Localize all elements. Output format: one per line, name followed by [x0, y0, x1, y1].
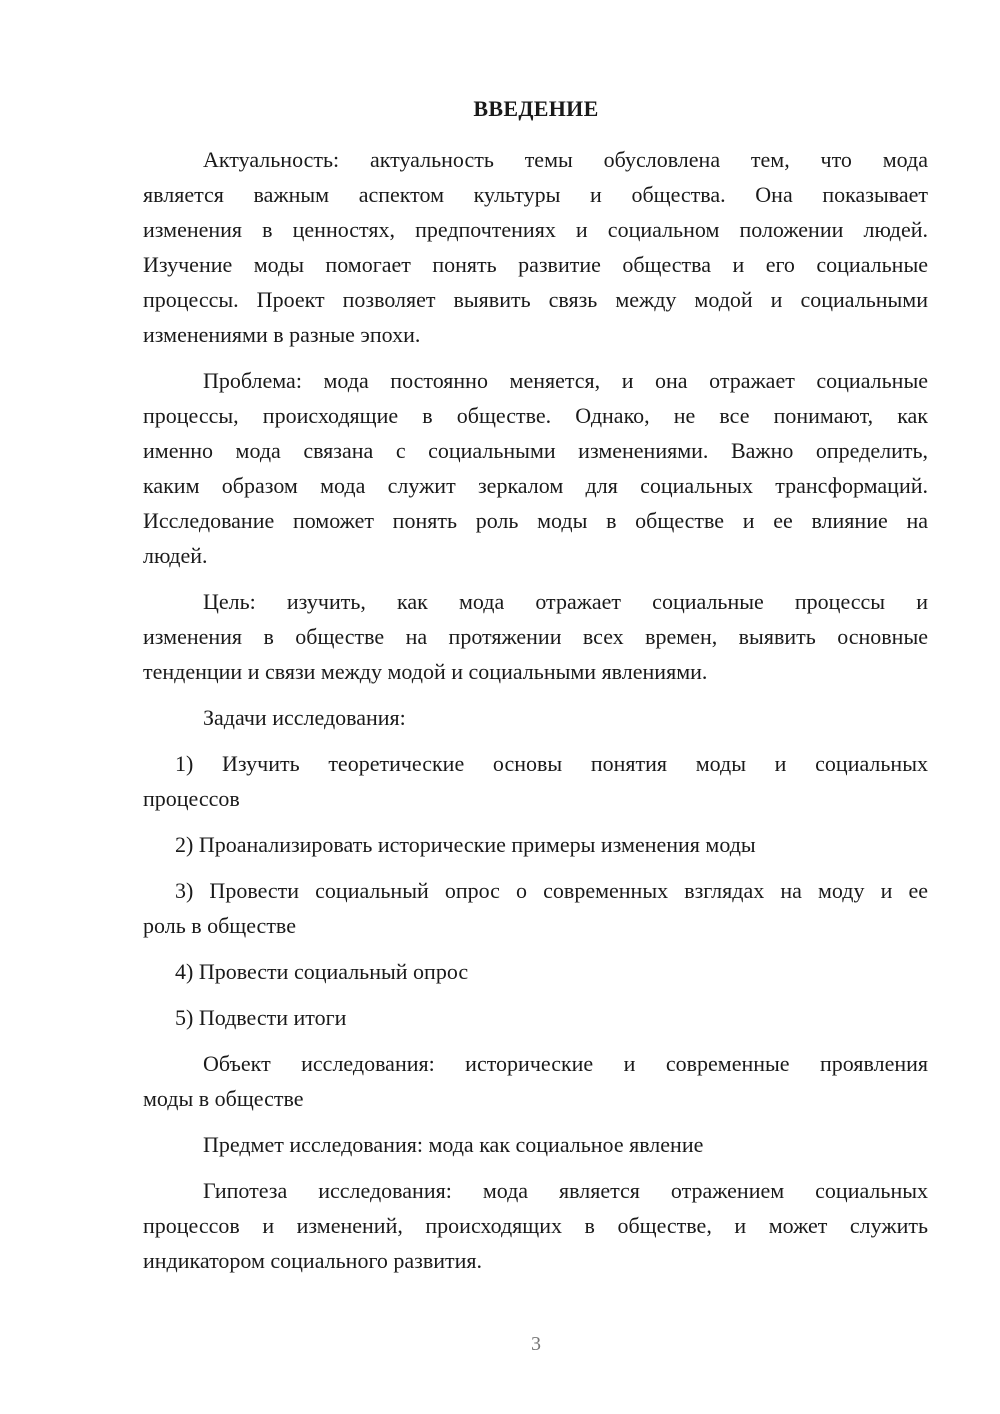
text-line: процессов и изменений, происходящих в обществе, и может служить: [143, 1213, 928, 1238]
text-line: Гипотеза исследования: мода является отражением социальных: [203, 1178, 928, 1203]
list-item: [143, 1000, 928, 1035]
text-line: процессы, происходящие в обществе. Однако, не все понимают, как: [143, 403, 928, 428]
text-line: именно мода связана с социальными изменениями. Важно определить,: [143, 438, 928, 463]
text-line: тенденции и связи между модой и социальными явлениями.: [143, 659, 708, 684]
text-line: 1) Изучить теоретические основы понятия моды и социальных: [175, 751, 928, 776]
text-line: Актуальность: актуальность темы обусловлена тем, что мода: [203, 147, 928, 172]
list-item: [143, 746, 928, 816]
text-line: Предмет исследования: мода как социальное явление: [203, 1132, 704, 1157]
text-line: 5) Подвести итоги: [175, 1005, 347, 1030]
list-item: [143, 827, 928, 862]
paragraph: [143, 363, 928, 573]
list-item: [143, 954, 928, 989]
text-line: людей.: [143, 543, 208, 568]
page-number: 3: [531, 1333, 541, 1355]
paragraph: [143, 1173, 928, 1278]
text-line: 4) Провести социальный опрос: [175, 959, 469, 984]
text-line: роль в обществе: [143, 913, 296, 938]
text-line: изменениями в разные эпохи.: [143, 322, 421, 347]
text-line: изменения в обществе на протяжении всех времен, выявить основные: [143, 624, 928, 649]
text-line: моды в обществе: [143, 1086, 304, 1111]
text-line: Цель: изучить, как мода отражает социальные процессы и: [203, 589, 928, 614]
document-body: [143, 142, 928, 1289]
text-line: индикатором социального развития.: [143, 1248, 483, 1273]
text-line: Исследование поможет понять роль моды в обществе и ее влияние на: [143, 508, 928, 533]
text-line: каким образом мода служит зеркалом для социальных трансформаций.: [143, 473, 928, 498]
text-line: 3) Провести социальный опрос о современных взглядах на моду и ее: [175, 878, 928, 903]
text-line: 2) Проанализировать исторические примеры изменения моды: [175, 832, 756, 857]
text-line: изменения в ценностях, предпочтениях и социальном положении людей.: [143, 217, 928, 242]
text-line: является важным аспектом культуры и общества. Она показывает: [143, 182, 928, 207]
paragraph: [143, 1046, 928, 1116]
paragraph: [143, 584, 928, 689]
text-line: процессы. Проект позволяет выявить связь между модой и социальными: [143, 287, 928, 312]
text-line: Задачи исследования:: [203, 705, 406, 730]
text-line: Изучение моды помогает понять развитие общества и его социальные: [143, 252, 928, 277]
section-title: ВВЕДЕНИЕ: [473, 96, 599, 121]
text-line: Проблема: мода постоянно меняется, и она отражает социальные: [203, 368, 928, 393]
paragraph: [143, 1127, 928, 1162]
paragraph: [143, 700, 928, 735]
paragraph: [143, 142, 928, 352]
text-line: процессов: [143, 786, 240, 811]
list-item: [143, 873, 928, 943]
text-line: Объект исследования: исторические и современные проявления: [203, 1051, 928, 1076]
